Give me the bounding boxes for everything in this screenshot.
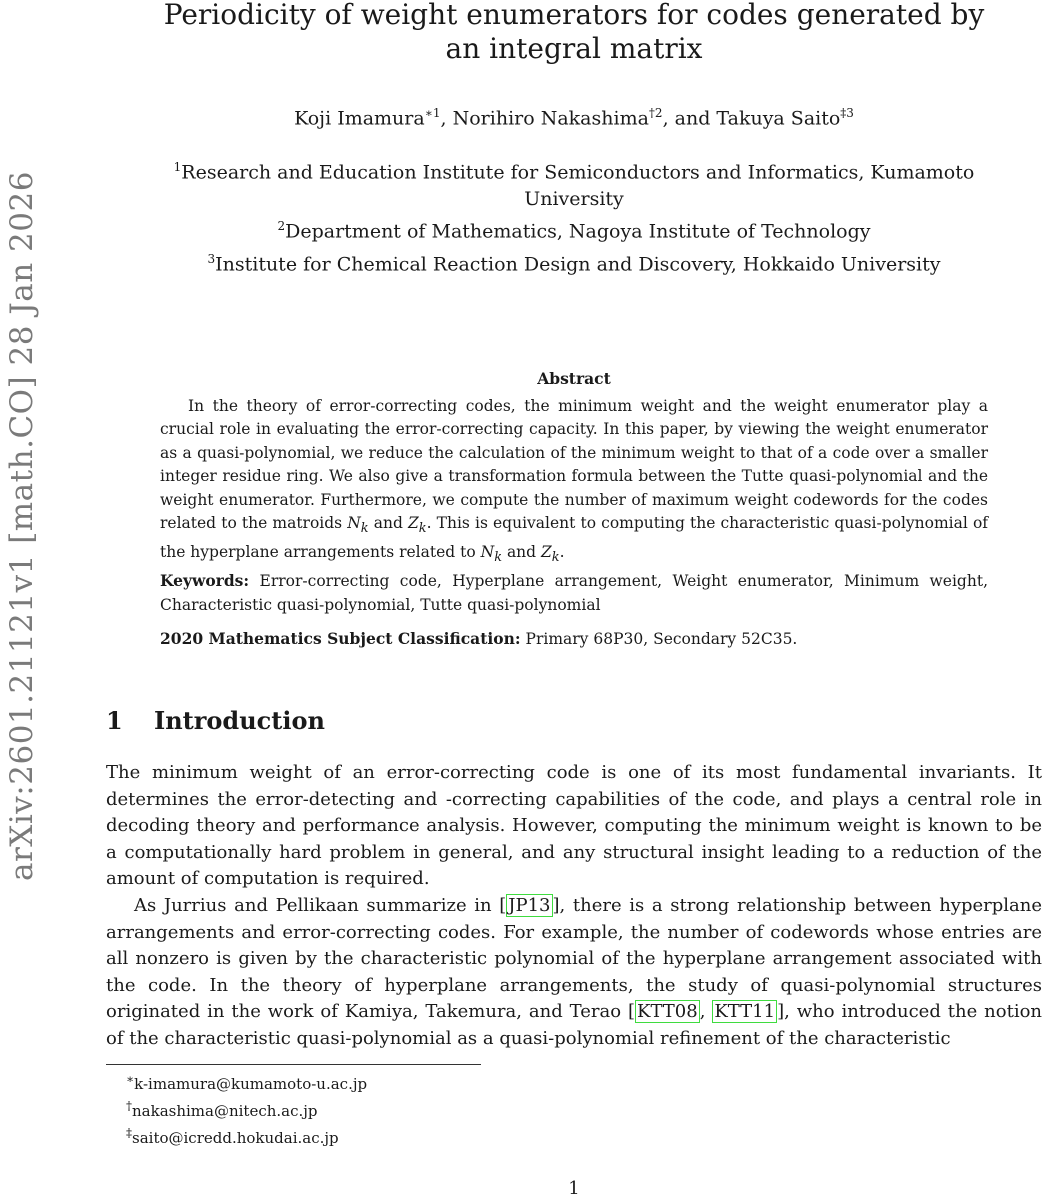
author-name: Takuya Saito: [716, 107, 841, 130]
math-symbol: Z: [541, 542, 552, 561]
footnote-mark: †: [126, 1099, 132, 1113]
footnote-mark: ‡: [126, 1126, 132, 1140]
citation-link[interactable]: KTT08: [637, 1001, 698, 1023]
affiliation: [146, 154, 1002, 213]
affiliation-mark: 3: [207, 251, 216, 266]
affiliation-list: [146, 154, 1002, 278]
footnote: [126, 1068, 367, 1095]
msc-text: Primary 68P30, Secondary 52C35.: [520, 630, 798, 649]
abstract: [160, 367, 988, 667]
math-symbol: N: [480, 542, 495, 561]
abstract-text-part: and: [368, 514, 408, 532]
footnote-rule: [106, 1064, 481, 1065]
keywords: [160, 569, 988, 617]
affiliation-mark: 1: [173, 160, 182, 174]
author-mark: †2: [648, 106, 663, 120]
paragraph-text: , there is a strong relationship between hyperplane arrangements and error-correcting codes. For example, the number of codewords whose entries are all nonzero is given by the characteristic polynomial of the hyperplane arrangement associated with the code. In the theory of hyperplane arrangements, the study of quasi-polynomial structures originated in the work of Kamiya, Takemura, and Terao: [106, 894, 1042, 1023]
footnote: [126, 1095, 367, 1122]
affiliation-text: Institute for Chemical Reaction Design and Discovery, Hokkaido University: [215, 252, 941, 275]
footnotes: [126, 1068, 367, 1149]
paragraph-text: As Jurrius and Pellikaan summarize in: [134, 894, 500, 916]
paragraph: As Jurrius and Pellikaan summarize in [ JP13 ], there is a strong relationship between hyperplane arrangements and error-correcting codes. For example, the number of codewords whose entries are all nonzero is given by the characteristic polynomial of the hyperplane arrangement associated with the code. In the theory of hyperplane arrangements, the study of quasi-polynomial structures originated in the work of Kamiya, Takemura, and Terao [ KTT08 , KTT11 ], who introduced the notion of the characteristic quasi-polynomial as a quasi-polynomial refinement of the characteristic: [106, 894, 1042, 1049]
math-symbol: N: [347, 514, 361, 532]
abstract-text-part: . This is equivalent to computing the characteristic quasi-polynomial of the hyperplane arrangements related to: [160, 514, 989, 561]
footnote-mark: ∗: [126, 1072, 135, 1086]
author-mark: ‡3: [840, 106, 854, 120]
paper-title: [106, 0, 1042, 66]
math-symbol: Z: [408, 514, 419, 532]
keywords-label: Keywords:: [160, 571, 250, 591]
paragraph: The minimum weight of an error-correcting code is one of its most fundamental invariants. It determines the error-detecting and -correcting capabilities of the code, and plays a central role in decoding theory and performance analysis. However, computing the minimum weight is known to be a computationally hard problem in general, and any structural insight leading to a reduction of the amount of computation is required.: [106, 762, 1042, 890]
body-text: [106, 760, 1042, 1053]
arxiv-identifier-stamp: arXiv:2601.21121v1 [math.CO] 28 Jan 2026: [4, 171, 40, 881]
citation-link[interactable]: KTT11: [714, 1001, 776, 1023]
abstract-heading: Abstract: [537, 369, 611, 388]
affiliation: [146, 213, 1002, 245]
affiliation: [146, 246, 1002, 278]
footnote-email: nakashima@nitech.ac.jp: [132, 1102, 318, 1120]
affiliation-text: Research and Education Institute for Semiconductors and Informatics, Kumamoto University: [181, 161, 975, 211]
msc-classification: [160, 627, 988, 652]
author-separator: , and: [662, 107, 717, 130]
section-number: 1: [106, 706, 123, 735]
msc-label: 2020 Mathematics Subject Classification:: [160, 629, 521, 649]
math-subscript: k: [494, 549, 503, 565]
abstract-text: [160, 395, 988, 570]
author-separator: ,: [440, 107, 453, 130]
footnote-email: saito@icredd.hokudai.ac.jp: [132, 1129, 339, 1147]
footnote: [126, 1122, 367, 1149]
author-mark: ∗1: [424, 106, 441, 120]
author-name: Koji Imamura: [294, 107, 425, 130]
math-subscript: k: [418, 521, 427, 537]
paragraph-text: , who introduced the notion of the characteristic quasi-polynomial as a quasi-polynomial refinement of the characteristic: [106, 1001, 1042, 1049]
abstract-text-part: In the theory of error-correcting codes, the minimum weight and the weight enumerator play a crucial role in evaluating the error-correcting capacity. In this paper, by viewing the weight enumerator as a quasi-polynomial, we reduce the calculation of the minimum weight to that of a code over a smaller integer residue ring. We also give a transformation formula between the Tutte quasi-polynomial and the weight enumerator. Furthermore, we compute the number of maximum weight codewords for the codes related to the matroids: [160, 396, 988, 532]
affiliation-mark: 2: [277, 219, 286, 234]
author-list: [106, 106, 1042, 129]
citation-link[interactable]: JP13: [508, 894, 551, 916]
page-number: 1: [568, 1178, 580, 1199]
abstract-text-part: .: [559, 542, 565, 561]
title-line-2: an integral matrix: [445, 32, 703, 65]
affiliation-text: Department of Mathematics, Nagoya Institute of Technology: [285, 220, 871, 243]
author-name: Norihiro Nakashima: [452, 107, 649, 130]
section-title: Introduction: [154, 706, 325, 735]
abstract-text-part: and: [502, 542, 542, 561]
math-subscript: k: [551, 549, 560, 565]
footnote-email: k-imamura@kumamoto-u.ac.jp: [134, 1075, 368, 1093]
title-line-1: Periodicity of weight enumerators for codes generated by: [163, 0, 985, 31]
math-subscript: k: [360, 521, 369, 537]
section-heading: [106, 706, 325, 735]
keywords-text: Error-correcting code, Hyperplane arrangement, Weight enumerator, Minimum weight, Characteristic quasi-polynomial, Tutte quasi-polynomial: [160, 572, 988, 614]
